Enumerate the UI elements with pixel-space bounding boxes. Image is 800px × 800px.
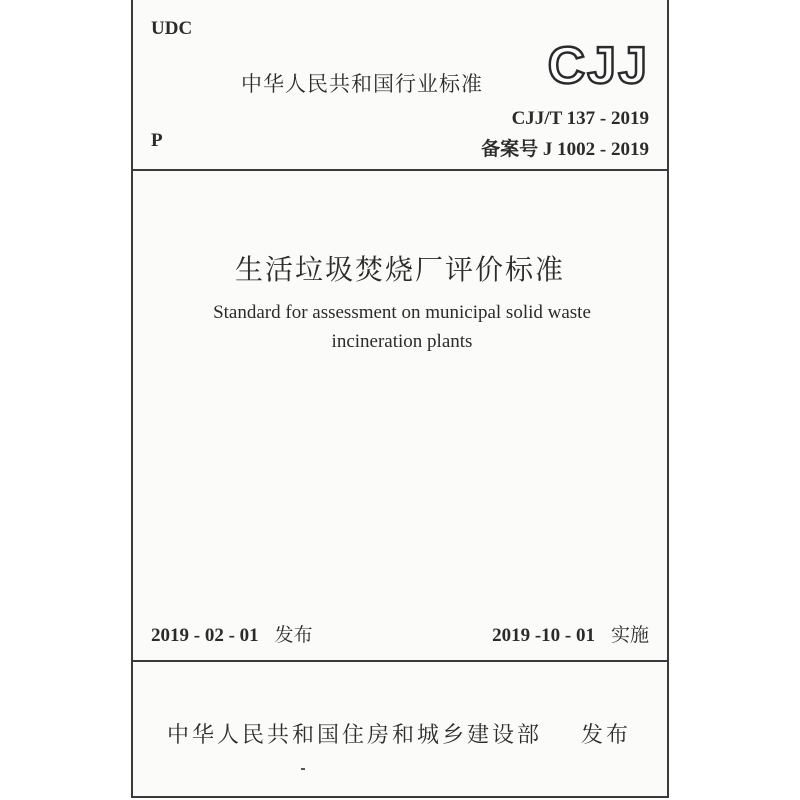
udc-label: UDC — [151, 18, 193, 39]
standard-number: CJJ/T 137 - 2019 — [511, 108, 649, 129]
effective-label: 实施 — [610, 624, 649, 646]
bottom-divider — [133, 660, 667, 662]
standard-cover — [131, 0, 669, 798]
issue-label: 发布 — [274, 624, 313, 646]
effective-date: 2019 -10 - 01 — [492, 625, 595, 646]
effective-date-block — [492, 620, 649, 647]
record-number: 备案号 J 1002 - 2019 — [481, 139, 649, 160]
english-title-line-1: Standard for assessment on municipal solid waste — [213, 302, 591, 323]
industry-standard-title: 中华人民共和国行业标准 — [241, 72, 483, 96]
issue-date-block — [151, 620, 313, 647]
cjj-logo: CJJ — [547, 37, 649, 95]
chinese-title: 生活垃圾焚烧厂评价标准 — [234, 253, 565, 286]
print-mark — [301, 768, 305, 770]
top-divider — [133, 169, 667, 171]
english-title — [173, 298, 631, 356]
publisher-name: 中华人民共和国住房和城乡建设部 — [167, 723, 543, 748]
classification-code: P — [151, 130, 163, 151]
issue-date: 2019 - 02 - 01 — [151, 625, 259, 646]
publisher-label: 发布 — [580, 723, 631, 748]
english-title-line-2: incineration plants — [331, 331, 473, 352]
